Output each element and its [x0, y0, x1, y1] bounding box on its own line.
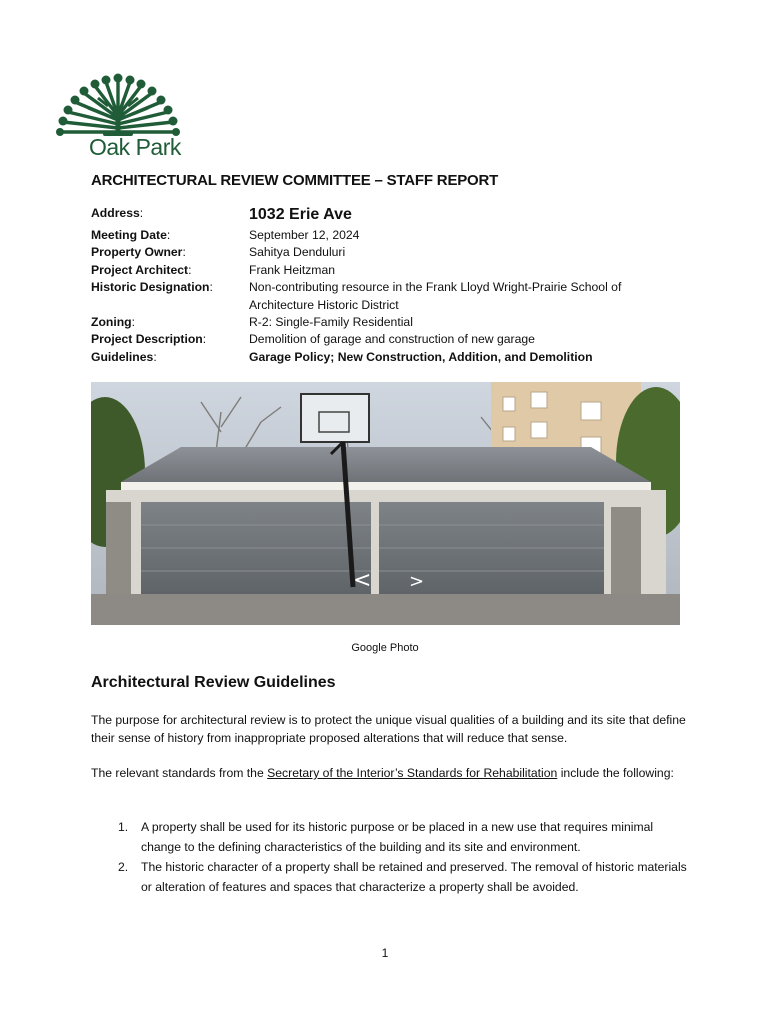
info-label: Project Description [91, 332, 203, 347]
info-row-historic-designation: Historic Designation: Non-contributing resource in the Frank Lloyd Wright-Prairie School of Architecture Historic District [91, 279, 681, 314]
list-item-text: A property shall be used for its historic purpose or be placed in a new use that requires minimal change to the defining characteristics of the building and its site and environment. [141, 820, 654, 854]
info-label: Property Owner [91, 245, 183, 260]
guidelines-purpose-paragraph: The purpose for architectural review is to protect the unique visual qualities of a building and its site that define their sense of history from inappropriate proposed alterations that will reduce that sense. [91, 713, 686, 745]
zoning-value: R-2: Single-Family Residential [249, 315, 413, 330]
svg-text:<: < [353, 568, 372, 593]
info-label: Meeting Date [91, 228, 167, 242]
info-label: Project Architect [91, 262, 189, 277]
historic-designation-value: Non-contributing resource in the Frank Lloyd Wright-Prairie School of Architecture Historic District [249, 280, 622, 312]
info-label: Address [91, 206, 140, 220]
page-number: 1 [381, 946, 389, 960]
property-owner-value: Sahitya Denduluri [249, 245, 346, 260]
project-architect-value: Frank Heitzman [249, 262, 336, 277]
info-label: Guidelines [91, 349, 154, 364]
standards-list [118, 817, 693, 897]
info-label: Zoning [91, 315, 132, 330]
meeting-date-value: September 12, 2024 [249, 228, 360, 242]
standards-text-before: The relevant standards from the [91, 766, 268, 780]
list-item-text: The historic character of a property shall be retained and preserved. The removal of historic materials or alteration of features and spaces that characterize a property shall be avoided. [141, 860, 687, 894]
photo-caption: Google Photo [351, 642, 419, 654]
info-row-project-description: Project Description: Demolition of garage and construction of new garage [91, 331, 681, 348]
project-info-table [91, 205, 681, 366]
standards-paragraph [91, 764, 691, 782]
info-row-guidelines: Guidelines: Garage Policy; New Construction, Addition, and Demolition [91, 349, 681, 366]
info-row-meeting-date: Meeting Date: September 12, 2024 [91, 227, 681, 244]
info-row-property-owner: Property Owner: Sahitya Denduluri [91, 244, 681, 261]
info-row-address: Address: 1032 Erie Ave [91, 205, 681, 225]
info-row-zoning: Zoning: R-2: Single-Family Residential [91, 314, 681, 331]
list-item-number: 1. [118, 820, 129, 834]
report-title: ARCHITECTURAL REVIEW COMMITTEE – STAFF REPORT [91, 172, 499, 189]
logo-wordmark: Oak Park [89, 134, 181, 160]
info-label: Historic Designation [91, 280, 210, 295]
list-item [118, 857, 693, 897]
garage-photo [91, 382, 680, 625]
guidelines-value: Garage Policy; New Construction, Addition, and Demolition [249, 349, 593, 364]
list-item [118, 817, 693, 857]
info-row-project-architect: Project Architect: Frank Heitzman [91, 262, 681, 279]
list-item-number: 2. [118, 860, 129, 874]
guidelines-heading: Architectural Review Guidelines [91, 674, 336, 691]
svg-text:>: > [409, 571, 425, 592]
address-value: 1032 Erie Ave [249, 206, 352, 223]
standards-link[interactable]: Secretary of the Interior’s Standards for Rehabilitation [267, 766, 558, 780]
standards-text-after: include the following: [557, 766, 674, 780]
project-description-value: Demolition of garage and construction of new garage [249, 332, 535, 347]
